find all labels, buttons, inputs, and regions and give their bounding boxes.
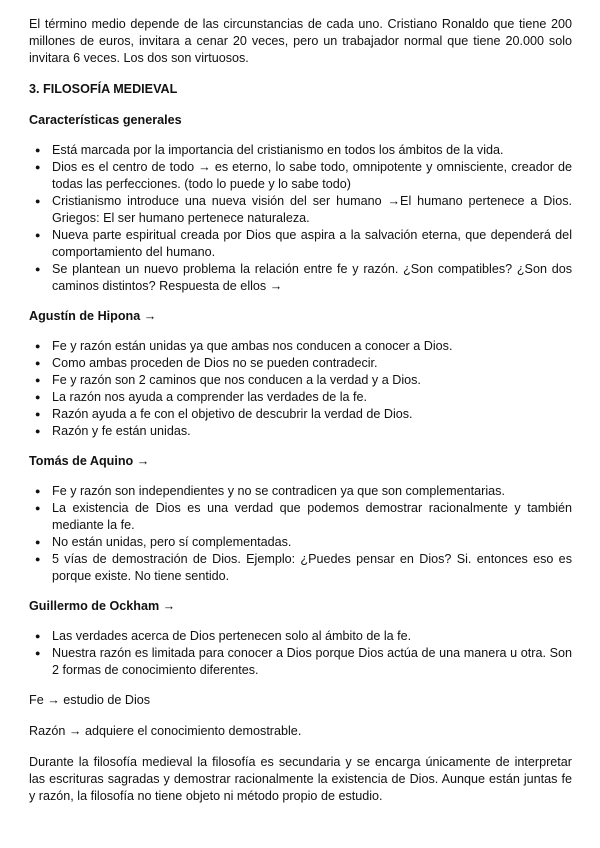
list-item: ● Se plantean un nuevo problema la relación entre fe y razón. ¿Son compatibles? ¿Son dos caminos distintos? Respuesta de ellos → bbox=[29, 261, 572, 295]
list-item: ● La existencia de Dios es una verdad que podemos demostrar racionalmente y también mediante la fe. bbox=[29, 500, 572, 534]
section-title: 3. FILOSOFÍA MEDIEVAL bbox=[29, 82, 178, 96]
list-item: ● 5 vías de demostración de Dios. Ejemplo: ¿Puedes pensar en Dios? Si. entonces eso es porque existe. No tiene sentido. bbox=[29, 551, 572, 585]
agustin-list bbox=[29, 338, 572, 440]
list-item: ● Nueva parte espiritual creada por Dios que aspira a la salvación eterna, que dependerá del comportamiento del humano. bbox=[29, 227, 572, 261]
closing-paragraph: Durante la filosofía medieval la filosofía es secundaria y se encarga únicamente de interpretar las escrituras sagradas y demostrar racionalmente la existencia de Dios. Aunque están juntas fe y razón, la filosofía no tiene objeto ni método propio de estudio. bbox=[29, 755, 572, 803]
list-item: ● Dios es el centro de todo → es eterno, lo sabe todo, omnipotente y omnisciente, creador de todas las perfecciones. (todo lo puede y lo sabe todo) bbox=[29, 159, 572, 193]
list-item: ● Nuestra razón es limitada para conocer a Dios porque Dios actúa de una manera u otra. Son 2 formas de conocimiento diferentes. bbox=[29, 645, 572, 679]
general-heading: Características generales bbox=[29, 113, 182, 127]
list-item: ● Razón y fe están unidas. bbox=[29, 423, 572, 440]
general-list bbox=[29, 142, 572, 295]
tomas-heading: Tomás de Aquino → bbox=[29, 454, 150, 468]
fe-line: Fe → estudio de Dios bbox=[29, 693, 151, 707]
razon-line: Razón → adquiere el conocimiento demostrable. bbox=[29, 724, 302, 738]
intro-paragraph: El término medio depende de las circunstancias de cada uno. Cristiano Ronaldo que tiene 200 millones de euros, invitara a cenar 20 veces, pero un trabajador normal que tiene 20.000 solo invitara 6 veces. Los dos son virtuosos. bbox=[29, 17, 572, 65]
document-page bbox=[29, 16, 572, 805]
list-item: ● Cristianismo introduce una nueva visión del ser humano →El humano pertenece a Dios. Griegos: El ser humano pertenece naturaleza. bbox=[29, 193, 572, 227]
list-item: ● Fe y razón son independientes y no se contradicen ya que son complementarias. bbox=[29, 483, 572, 500]
list-item: ● Las verdades acerca de Dios pertenecen solo al ámbito de la fe. bbox=[29, 628, 572, 645]
guillermo-heading: Guillermo de Ockham → bbox=[29, 599, 176, 613]
list-item: ● Fe y razón están unidas ya que ambas nos conducen a conocer a Dios. bbox=[29, 338, 572, 355]
list-item: ● La razón nos ayuda a comprender las verdades de la fe. bbox=[29, 389, 572, 406]
agustin-heading: Agustín de Hipona → bbox=[29, 309, 157, 323]
list-item: ● No están unidas, pero sí complementadas. bbox=[29, 534, 572, 551]
list-item: ● Razón ayuda a fe con el objetivo de descubrir la verdad de Dios. bbox=[29, 406, 572, 423]
list-item: ● Fe y razón son 2 caminos que nos conducen a la verdad y a Dios. bbox=[29, 372, 572, 389]
guillermo-list bbox=[29, 628, 572, 679]
list-item: ● Como ambas proceden de Dios no se pueden contradecir. bbox=[29, 355, 572, 372]
list-item: ● Está marcada por la importancia del cristianismo en todos los ámbitos de la vida. bbox=[29, 142, 572, 159]
tomas-list bbox=[29, 483, 572, 585]
